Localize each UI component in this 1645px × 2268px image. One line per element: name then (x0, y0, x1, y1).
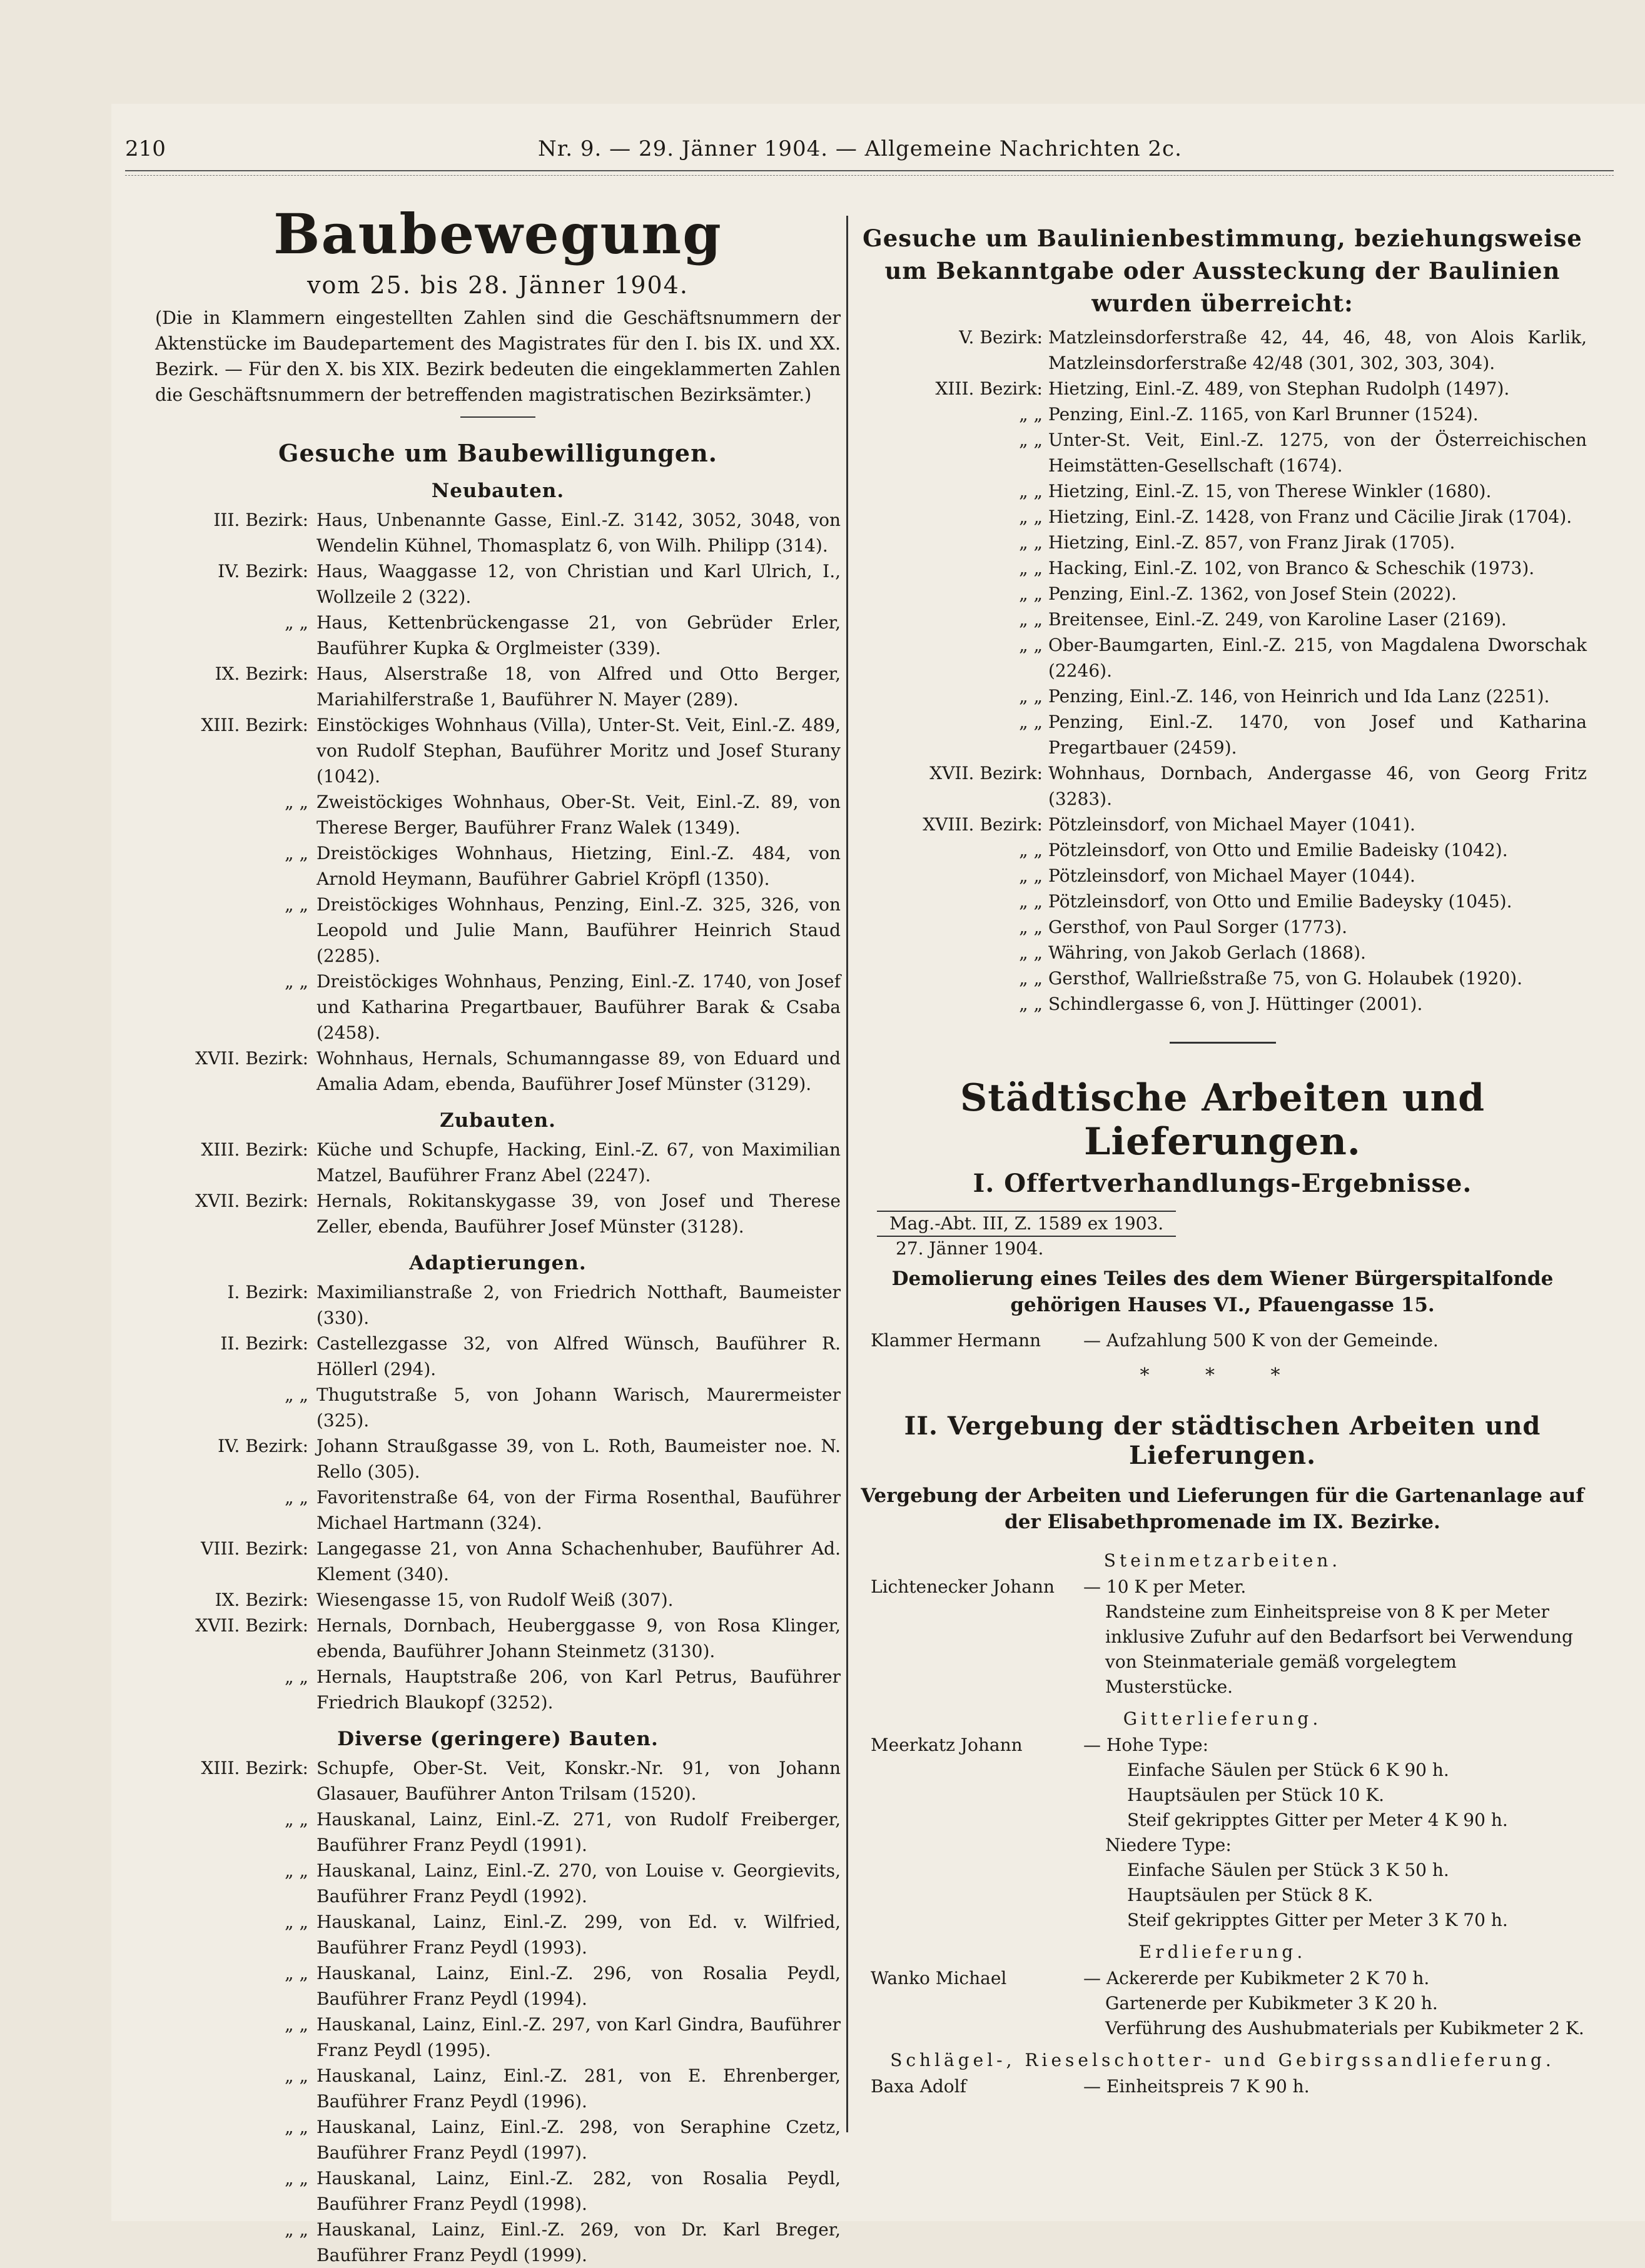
district-label: XVII. Bezirk: (195, 1191, 308, 1211)
district-label: „ „ (285, 2219, 308, 2240)
result-row (858, 1328, 1587, 1353)
list-item (155, 1613, 841, 1664)
list-item (858, 325, 1587, 376)
list-item (155, 1536, 841, 1587)
list-item (155, 2165, 841, 2217)
running-header (125, 136, 1614, 166)
award-line: Niedere Type: (1105, 1835, 1232, 1855)
list-item (155, 2217, 841, 2268)
entry-text: Pötzleinsdorf, von Michael Mayer (1041). (1048, 814, 1415, 835)
entry-text: Hacking, Einl.-Z. 102, von Branco & Schеschik (1973). (1048, 558, 1535, 578)
district-label: XIII. Bezirk: (935, 378, 1043, 399)
list-item (858, 478, 1587, 504)
list-item (858, 837, 1587, 863)
district-label: „ „ (1019, 994, 1043, 1014)
group-title: Adaptierungen. (409, 1252, 587, 1274)
list-item (155, 1960, 841, 2012)
award-line: Einfache Säulen per Stück 6 K 90 h. (1127, 1760, 1449, 1780)
list-item (858, 965, 1587, 991)
list-item (858, 863, 1587, 889)
entry-text: Penzing, Einl.-Z. 146, von Heinrich und Ida Lanz (2251). (1048, 686, 1550, 707)
category-heading: Schlägel-, Rieselschotter- und Gebirgssandlieferung. (890, 2050, 1555, 2070)
district-label: I. Bezirk: (227, 1282, 308, 1303)
list-item (155, 1807, 841, 1858)
district-label: „ „ (1019, 865, 1043, 886)
entry-text: Penzing, Einl.-Z. 1362, von Josef Stein (2022). (1048, 583, 1457, 604)
list-item (155, 2012, 841, 2063)
district-label: „ „ (1019, 481, 1043, 501)
entry-text: Johann Straußgasse 39, von L. Roth, Baumeister noe. N. Rello (305). (316, 1436, 841, 1482)
district-label: „ „ (1019, 609, 1043, 630)
entry-text: Gersthof, Wallrießstraße 75, von G. Holaubek (1920). (1048, 968, 1522, 989)
entry-text: Hauskanal, Lainz, Einl.-Z. 271, von Rudolf Freiberger, Bauführer Franz Peydl (1991). (316, 1809, 841, 1855)
entry-text: Hietzing, Einl.-Z. 857, von Franz Jirak (1705). (1048, 532, 1455, 553)
entry-text: Zweistöckiges Wohnhaus, Ober-St. Veit, Einl.-Z. 89, von Therese Berger, Bauführer Franz Walek (1349). (316, 792, 841, 838)
entry-text: Pötzleinsdorf, von Otto und Emilie Badeisky (1042). (1048, 840, 1508, 860)
district-label: „ „ (1019, 583, 1043, 604)
intro-note: (Die in Klammern eingestellten Zahlen sind die Geschäftsnummern der Aktenstücke im Baudepartement des Magistrates für den I. bis IX. und XX. Bezirk. — Für den X. bis XIX. Bezirk bedeuten die eingeklammerten Zahlen die Geschäftsnummern der betreffenden magistratischen Bezirksämter.) (155, 308, 841, 405)
award-line: Verführung des Aushubmaterials per Kubikmeter 2 K. (1105, 2018, 1584, 2039)
list-item (155, 1909, 841, 1960)
entry-text: Langegasse 21, von Anna Schachenhuber, Bauführer Ad. Klement (340). (316, 1538, 841, 1585)
list-item (155, 2063, 841, 2114)
award-line: Randsteine zum Einheitspreise von 8 K per Meter inklusive Zufuhr auf den Bedarfsort bei Verwendung von Steinmateriale gemäß vorgelegtem Musterstücke. (1105, 1601, 1573, 1697)
list-item (155, 1664, 841, 1715)
award-line: — Ackererde per Kubikmeter 2 K 70 h. (1083, 1968, 1430, 1988)
award-row (858, 1575, 1587, 1700)
award-row (858, 1733, 1587, 1933)
entry-text: Gersthof, von Paul Sorger (1773). (1048, 917, 1347, 937)
right-column (858, 222, 1587, 2099)
entry-text: Hauskanal, Lainz, Einl.-Z. 281, von E. Ehrenberger, Bauführer Franz Peydl (1996). (316, 2065, 841, 2112)
district-label: „ „ (1019, 635, 1043, 655)
list-item (858, 504, 1587, 530)
list-item (858, 940, 1587, 965)
entry-text: Haus, Alserstraße 18, von Alfred und Otto Berger, Mariahilferstraße 1, Bauführer N. Mayer (289). (316, 663, 841, 710)
list-item (858, 376, 1587, 401)
list-item (155, 558, 841, 610)
entry-text: Hauskanal, Lainz, Einl.-Z. 299, von Ed. v. Wilfried, Bauführer Franz Peydl (1993). (316, 1912, 841, 1958)
district-label: XIII. Bezirk: (201, 1139, 308, 1160)
mag-number: Mag.-Abt. III, Z. 1589 ex 1903. (877, 1211, 1176, 1237)
district-label: „ „ (285, 1809, 308, 1830)
list-item (858, 607, 1587, 632)
subtitle: vom 25. bis 28. Jänner 1904. (307, 271, 689, 299)
list-item (155, 610, 841, 661)
district-label: „ „ (1019, 507, 1043, 527)
list-item (858, 632, 1587, 683)
entry-text: Haus, Kettenbrückengasse 21, von Gebrüder Erler, Bauführer Kupka & Orglmeister (339). (316, 612, 841, 658)
entry-text: Unter-St. Veit, Einl.-Z. 1275, von der Österreichischen Heimstätten-Gesellschaft (1674). (1048, 430, 1587, 476)
district-label: „ „ (1019, 968, 1043, 989)
list-item (858, 401, 1587, 427)
list-item (155, 712, 841, 789)
entry-text: Währing, von Jakob Gerlach (1868). (1048, 942, 1366, 963)
list-item (155, 661, 841, 712)
award-line: — Hohe Type: (1083, 1735, 1209, 1755)
mag-reference (877, 1211, 1587, 1237)
district-label: „ „ (1019, 917, 1043, 937)
award-line: Gartenerde per Kubikmeter 3 K 20 h. (1105, 1993, 1438, 2013)
district-label: „ „ (285, 1666, 308, 1687)
entry-text: Hietzing, Einl.-Z. 15, von Therese Winkler (1680). (1048, 481, 1492, 501)
list-item (155, 1755, 841, 1807)
list-item (858, 760, 1587, 812)
district-label: „ „ (285, 1963, 308, 1983)
list-item (155, 1188, 841, 1239)
list-item (155, 507, 841, 558)
district-label: „ „ (285, 894, 308, 915)
page-number: 210 (125, 136, 166, 161)
district-label: IX. Bezirk: (215, 1590, 308, 1610)
contractor-name: Lichtenecker Johann (871, 1576, 1055, 1597)
district-label: XIII. Bezirk: (201, 715, 308, 735)
district-label: „ „ (1019, 558, 1043, 578)
award-row (858, 1966, 1587, 2041)
list-item (155, 1331, 841, 1382)
list-item (155, 1137, 841, 1188)
district-label: „ „ (1019, 840, 1043, 860)
entry-text: Wohnhaus, Hernals, Schumanngasse 89, von Eduard und Amalia Adam, ebenda, Bauführer Josef Münster (3129). (316, 1048, 841, 1094)
list-item (155, 1046, 841, 1097)
running-title: Nr. 9. — 29. Jänner 1904. — Allgemeine Nachrichten 2c. (538, 136, 1182, 161)
contractor-name: Baxa Adolf (871, 2076, 966, 2097)
divider (460, 416, 535, 418)
entry-text: Pötzleinsdorf, von Otto und Emilie Badeysky (1045). (1048, 891, 1512, 912)
entry-text: Pötzleinsdorf, von Michael Mayer (1044). (1048, 865, 1415, 886)
entry-text: Dreistöckiges Wohnhaus, Penzing, Einl.-Z. 325, 326, von Leopold und Julie Mann, Bauführer Heinrich Staud (2285). (316, 894, 841, 966)
district-label: „ „ (285, 843, 308, 864)
entry-text: Dreistöckiges Wohnhaus, Hietzing, Einl.-Z. 484, von Arnold Heymann, Bauführer Gabriel Kröpfl (1350). (316, 843, 841, 889)
divider (1170, 1042, 1276, 1044)
district-label: „ „ (285, 1912, 308, 1932)
group-title: Neubauten. (431, 480, 565, 502)
award-subtitle: Vergebung der Arbeiten und Lieferungen für die Gartenanlage auf der Elisabethpromenade im IX. Bezirke. (861, 1484, 1584, 1533)
entry-text: Hauskanal, Lainz, Einl.-Z. 298, von Seraphine Czetz, Bauführer Franz Peydl (1997). (316, 2117, 841, 2163)
category-heading: Erdlieferung. (1138, 1942, 1307, 1962)
award-line: Hauptsäulen per Stück 10 K. (1127, 1785, 1385, 1805)
entry-text: Maximilianstraße 2, von Friedrich Notthaft, Baumeister (330). (316, 1282, 841, 1328)
header-rule (125, 170, 1614, 176)
list-item (858, 889, 1587, 914)
list-item (858, 581, 1587, 607)
list-item (155, 969, 841, 1046)
district-label: VIII. Bezirk: (201, 1538, 308, 1559)
district-label: „ „ (1019, 404, 1043, 425)
entry-text: Hernals, Hauptstraße 206, von Karl Petrus, Bauführer Friedrich Blaukopf (3252). (316, 1666, 841, 1713)
district-label: „ „ (285, 2168, 308, 2189)
entry-text: Wohnhaus, Dornbach, Andergasse 46, von Georg Fritz (3283). (1048, 763, 1587, 809)
entry-text: Hauskanal, Lainz, Einl.-Z. 269, von Dr. Karl Breger, Bauführer Franz Peydl (1999). (316, 2219, 841, 2265)
district-label: „ „ (1019, 686, 1043, 707)
mag-date: 27. Jänner 1904. (896, 1238, 1044, 1259)
award-line: — Einheitspreis 7 K 90 h. (1083, 2076, 1310, 2097)
list-item (858, 812, 1587, 837)
entry-text: Hietzing, Einl.-Z. 1428, von Franz und Cäcilie Jirak (1704). (1048, 507, 1572, 527)
district-label: „ „ (1019, 891, 1043, 912)
district-label: „ „ (285, 1384, 308, 1405)
award-line: — 10 K per Meter. (1083, 1576, 1247, 1597)
group-title: Diverse (geringere) Bauten. (337, 1728, 659, 1750)
district-label: „ „ (285, 2014, 308, 2035)
list-item (155, 1279, 841, 1331)
list-item (155, 1382, 841, 1433)
district-label: „ „ (285, 2117, 308, 2137)
entry-text: Einstöckiges Wohnhaus (Villa), Unter-St. Veit, Einl.-Z. 489, von Rudolf Stephan, Bauführer Moritz und Josef Sturany (1042). (316, 715, 841, 787)
district-label: IV. Bezirk: (218, 1436, 308, 1456)
column-rule (846, 216, 848, 2132)
district-label: „ „ (1019, 430, 1043, 450)
list-item (155, 2114, 841, 2165)
district-label: XVIII. Bezirk: (923, 814, 1043, 835)
district-label: IX. Bezirk: (215, 663, 308, 684)
baulinien-list (858, 325, 1587, 1017)
entry-text: Hauskanal, Lainz, Einl.-Z. 297, von Karl Gindra, Bauführer Franz Peydl (1995). (316, 2014, 841, 2060)
list-item (155, 789, 841, 840)
entry-text: Thugutstraße 5, von Johann Warisch, Maurermeister (325). (316, 1384, 841, 1431)
section-title: Städtische Arbeiten und Lieferungen. (959, 1076, 1486, 1164)
demolition-title: Demolierung eines Teiles des dem Wiener Bürgerspitalfonde gehörigen Hauses VI., Pfauengasse 15. (891, 1268, 1554, 1316)
list-item (858, 555, 1587, 581)
permit-groups (155, 480, 841, 2268)
category-heading: Gitterlieferung. (1123, 1708, 1322, 1729)
entry-text: Haus, Waaggasse 12, von Christian und Karl Ulrich, I., Wollzeile 2 (322). (316, 561, 841, 607)
list-item (858, 427, 1587, 478)
entry-text: Wiesengasse 15, von Rudolf Weiß (307). (316, 1590, 674, 1610)
group-title: Zubauten. (440, 1109, 556, 1132)
award-line: Steif gekripptes Gitter per Meter 4 K 90 h. (1127, 1810, 1508, 1830)
page-title: Baubewegung (273, 201, 722, 266)
district-label: XVII. Bezirk: (195, 1615, 308, 1636)
entry-text: Breitensee, Einl.-Z. 249, von Karoline Laser (2169). (1048, 609, 1507, 630)
part-title: II. Vergebung der städtischen Arbeiten und Lieferungen. (904, 1411, 1541, 1470)
entry-text: Hauskanal, Lainz, Einl.-Z. 270, von Louise v. Georgievits, Bauführer Franz Peydl (1992). (316, 1860, 841, 1907)
category-heading: Steinmetzarbeiten. (1103, 1550, 1342, 1571)
district-label: „ „ (285, 2065, 308, 2086)
list-item (858, 683, 1587, 709)
district-label: „ „ (285, 612, 308, 633)
list-item (155, 840, 841, 892)
entry-text: Penzing, Einl.-Z. 1165, von Karl Brunner (1524). (1048, 404, 1479, 425)
list-item (155, 1858, 841, 1909)
list-item (858, 914, 1587, 940)
entry-text: Ober-Baumgarten, Einl.-Z. 215, von Magdalena Dworschak (2246). (1048, 635, 1587, 681)
asterism: * * * (1140, 1364, 1305, 1386)
entry-text: Haus, Unbenannte Gasse, Einl.-Z. 3142, 3052, 3048, von Wendelin Kühnel, Thomasplatz 6, von Wilh. Philipp (314). (316, 510, 841, 556)
entry-text: Hernals, Rokitanskygasse 39, von Josef und Therese Zeller, ebenda, Bauführer Josef Münster (3128). (316, 1191, 841, 1237)
list-item (155, 1433, 841, 1484)
entry-text: Schindlergasse 6, von J. Hüttinger (2001). (1048, 994, 1423, 1014)
bid-value: — Aufzahlung 500 K von der Gemeinde. (1083, 1330, 1439, 1351)
entry-text: Penzing, Einl.-Z. 1470, von Josef und Katharina Pregartbauer (2459). (1048, 712, 1587, 758)
entry-text: Dreistöckiges Wohnhaus, Penzing, Einl.-Z. 1740, von Josef und Katharina Pregartbauer, Bauführer Barak & Csaba (2458). (316, 971, 841, 1043)
district-label: „ „ (1019, 532, 1043, 553)
list-item (858, 709, 1587, 760)
entry-text: Hietzing, Einl.-Z. 489, von Stephan Rudolph (1497). (1048, 378, 1510, 399)
award-line: Steif gekripptes Gitter per Meter 3 K 70 h. (1127, 1910, 1508, 1930)
district-label: „ „ (285, 792, 308, 812)
award-line: Hauptsäulen per Stück 8 K. (1127, 1885, 1374, 1905)
list-item (155, 892, 841, 969)
list-item (155, 1587, 841, 1613)
district-label: II. Bezirk: (220, 1333, 308, 1354)
district-label: „ „ (285, 1487, 308, 1508)
award-row (858, 2074, 1587, 2099)
list-item (155, 1484, 841, 1536)
bidder-name: Klammer Hermann (871, 1330, 1041, 1351)
right-heading: Gesuche um Baulinienbestimmung, beziehungsweise um Bekanntgabe oder Aussteckung der Baulinien wurden überreicht: (863, 224, 1582, 317)
list-item (858, 991, 1587, 1017)
section-title: Gesuche um Baubewilligungen. (278, 439, 717, 467)
list-item (858, 530, 1587, 555)
entry-text: Castellezgasse 32, von Alfred Wünsch, Bauführer R. Höllerl (294). (316, 1333, 841, 1379)
district-label: V. Bezirk: (959, 327, 1043, 348)
entry-text: Favoritenstraße 64, von der Firma Rosenthal, Bauführer Michael Hartmann (324). (316, 1487, 841, 1533)
district-label: III. Bezirk: (213, 510, 308, 530)
award-line: Einfache Säulen per Stück 3 K 50 h. (1127, 1860, 1449, 1880)
entry-text: Hauskanal, Lainz, Einl.-Z. 296, von Rosalia Peydl, Bauführer Franz Peydl (1994). (316, 1963, 841, 2009)
contractor-name: Wanko Michael (871, 1968, 1007, 1988)
district-label: „ „ (285, 1860, 308, 1881)
contractor-name: Meerkatz Johann (871, 1735, 1023, 1755)
district-label: XVII. Bezirk: (929, 763, 1043, 784)
part-title: I. Offertverhandlungs-Ergebnisse. (973, 1169, 1472, 1198)
district-label: „ „ (1019, 942, 1043, 963)
district-label: XIII. Bezirk: (201, 1758, 308, 1778)
entry-text: Schupfe, Ober-St. Veit, Konskr.-Nr. 91, von Johann Glasauer, Bauführer Anton Trilsam (1520). (316, 1758, 841, 1804)
district-label: IV. Bezirk: (218, 561, 308, 582)
entry-text: Matzleinsdorferstraße 42, 44, 46, 48, von Alois Karlik, Matzleinsdorferstraße 42/48 (301, 302, 303, 304). (1048, 327, 1587, 373)
district-label: „ „ (285, 971, 308, 992)
entry-text: Hernals, Dornbach, Heuberggasse 9, von Rosa Klinger, ebenda, Bauführer Johann Steinmetz (3130). (316, 1615, 841, 1661)
entry-text: Hauskanal, Lainz, Einl.-Z. 282, von Rosalia Peydl, Bauführer Franz Peydl (1998). (316, 2168, 841, 2214)
district-label: „ „ (1019, 712, 1043, 732)
district-label: XVII. Bezirk: (195, 1048, 308, 1069)
left-column (155, 201, 841, 2268)
entry-text: Küche und Schupfe, Hacking, Einl.-Z. 67, von Maximilian Matzel, Bauführer Franz Abel (2247). (316, 1139, 841, 1186)
